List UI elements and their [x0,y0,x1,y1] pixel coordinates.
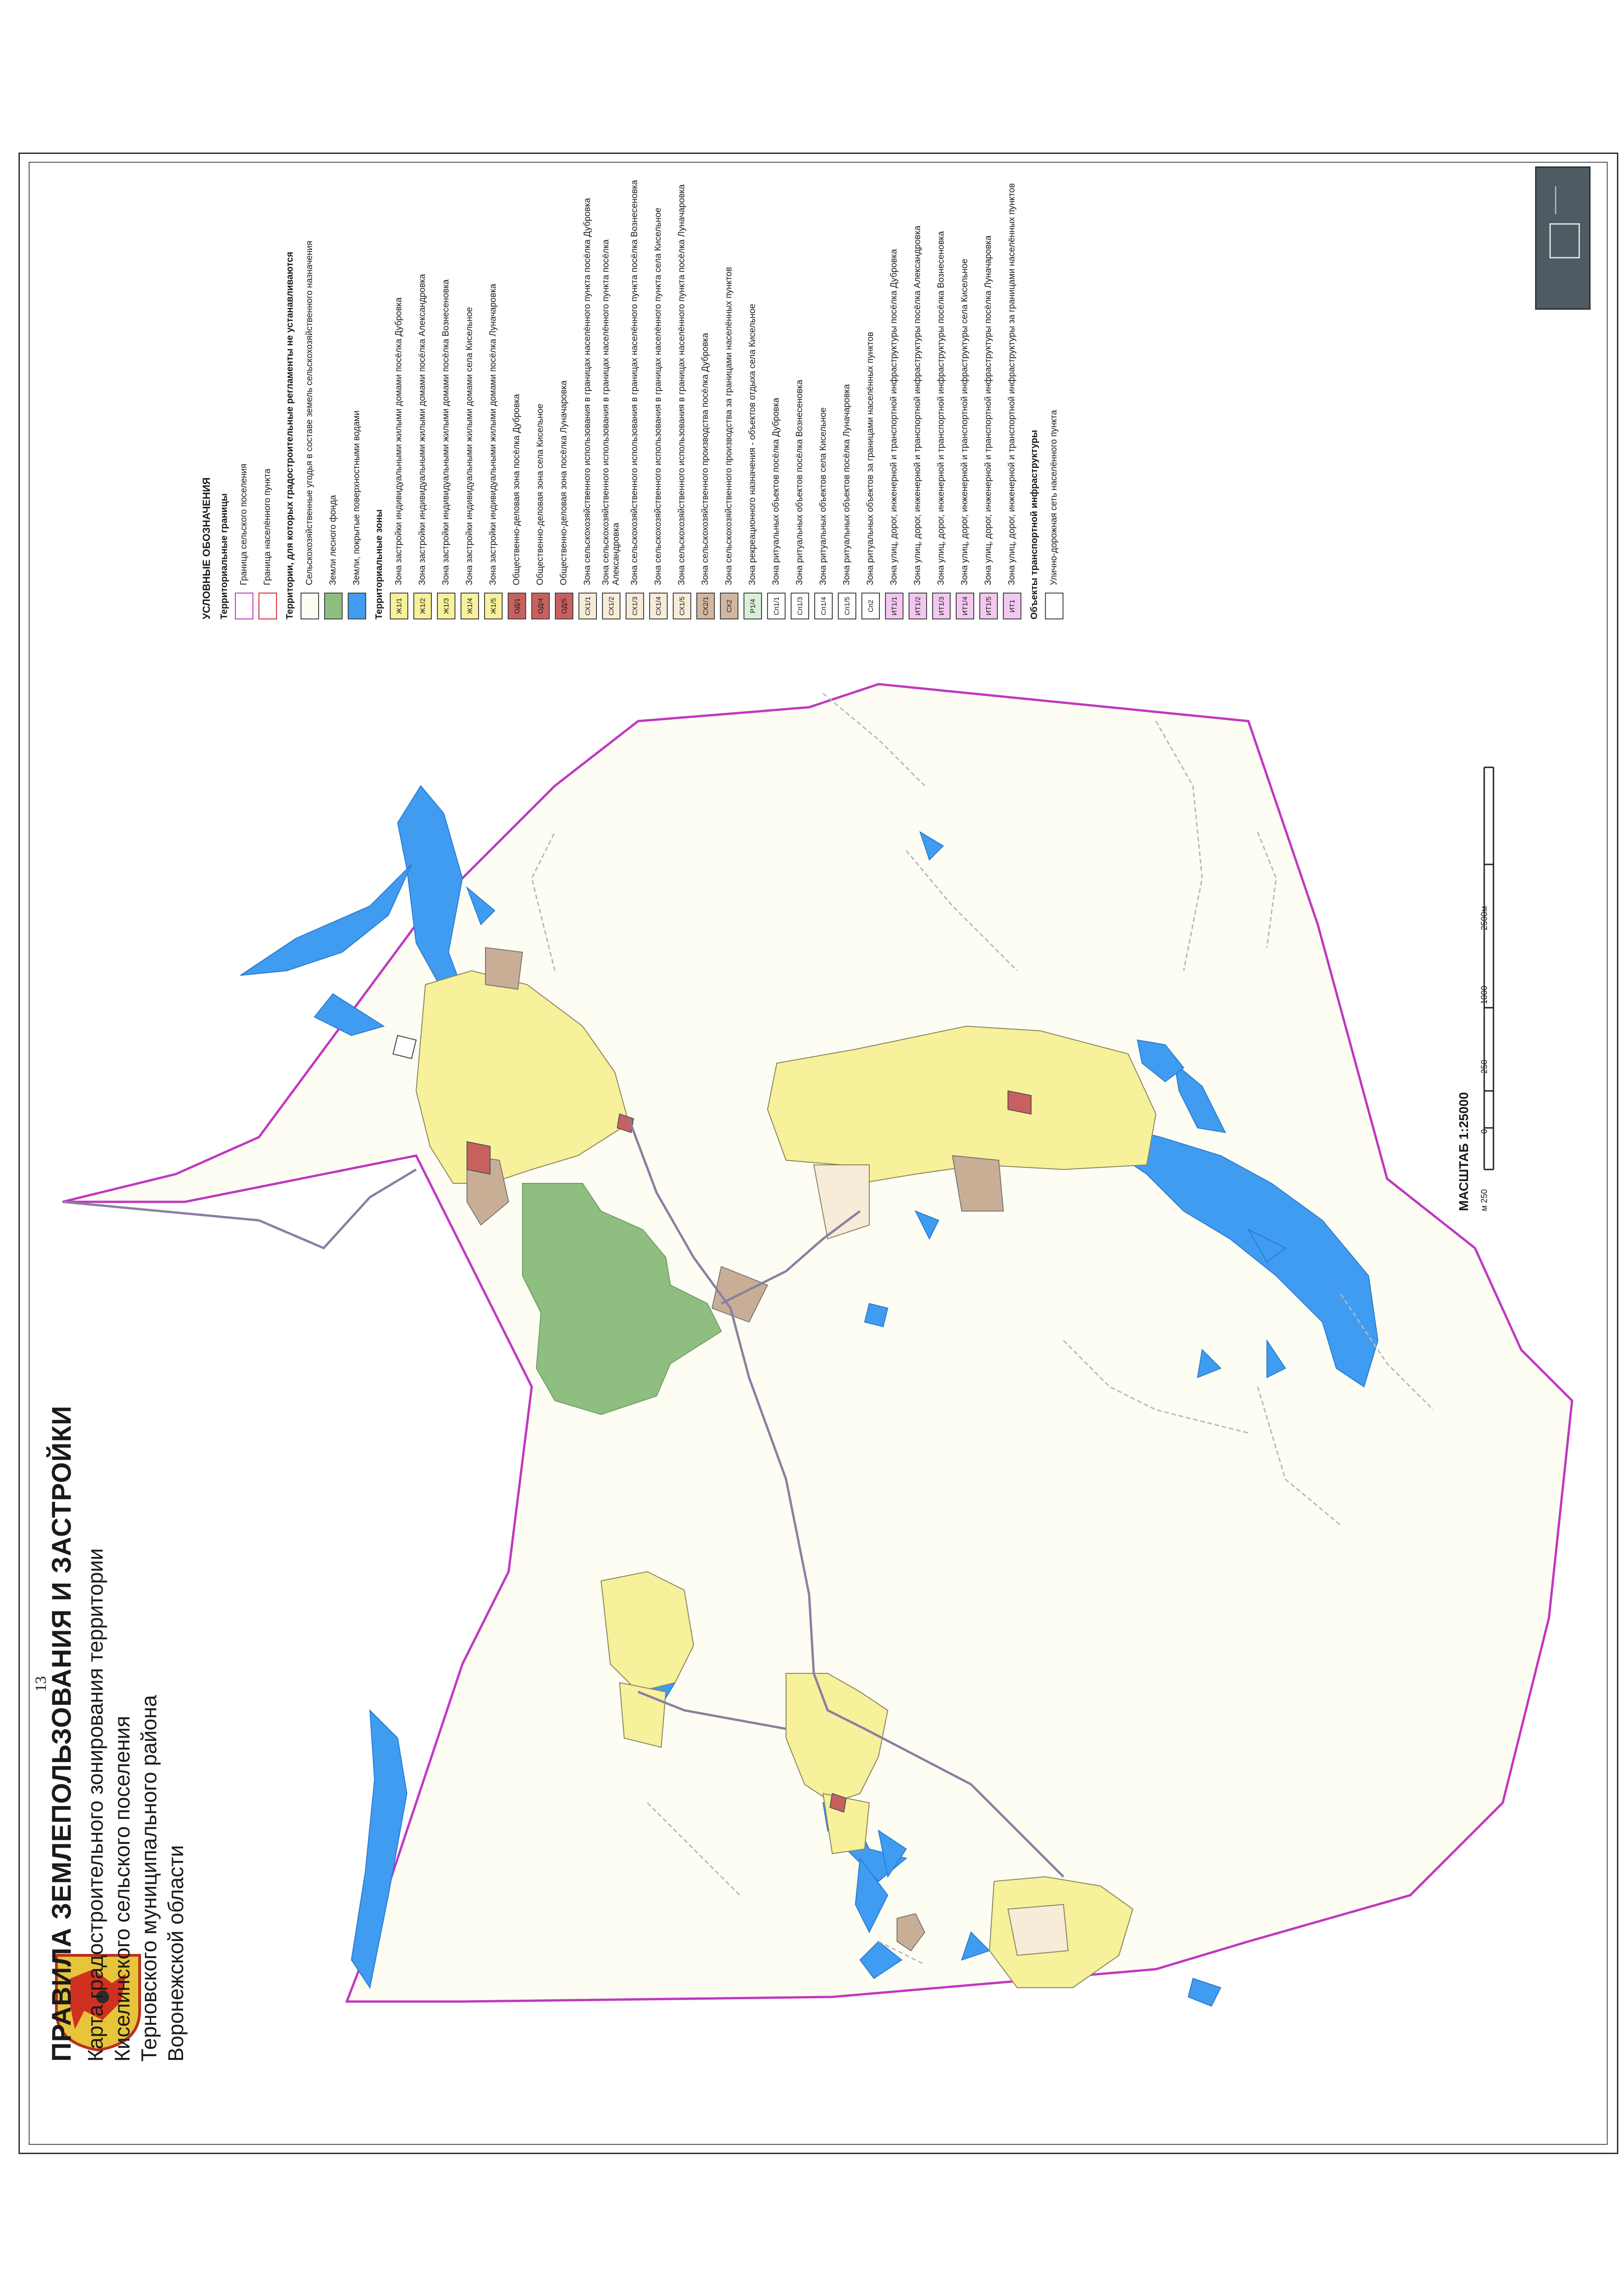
legend-item [860,176,881,619]
legend-swatch: СХ1/1 [578,593,597,619]
legend-item [412,176,433,619]
title-line-1: Карта градостроительного зонирования территории [83,1548,107,2062]
legend-label: Зона улиц, дорог, инженерной и транспортной инфраструктуры посёлка Александровка [913,226,922,585]
legend-label: Зона сельскохозяйственного использования в границах населённого пункта посёлка Вознесеновка [630,180,639,585]
legend-item [907,176,928,619]
legend-label: Зона улиц, дорог, инженерной и транспортной инфраструктуры посёлка Дубровка [889,249,899,585]
legend-swatch: ОД/4 [531,593,550,619]
legend-swatch: ОД/1 [508,593,526,619]
legend [194,176,1067,619]
stamp-emblem-icon [1549,223,1580,258]
legend-swatch: Сп1/5 [838,593,856,619]
legend-swatch: СХ1/4 [649,593,668,619]
stamp-text-lines [1555,186,1570,214]
page-number: 13 [32,1676,49,1692]
legend-swatch: Сп2 [861,593,880,619]
legend-label: Зона застройки индивидуальными жилыми домами посёлка Вознесеновка [441,279,451,585]
legend-item [624,176,645,619]
scale-tick-label: 250 [1480,1059,1489,1074]
legend-swatch [1045,593,1063,619]
legend-label: Зона сельскохозяйственного использования в границах населённого пункта посёлка Александровка [601,239,621,585]
legend-label: Земли лесного фонда [328,495,338,585]
legend-item [742,176,763,619]
legend-label: Зона улиц, дорог, инженерной и транспортной инфраструктуры посёлка Вознесеновка [936,231,946,585]
legend-swatch: СХ1/5 [673,593,691,619]
legend-label: Зона сельскохозяйственного использования в границах населённого пункта посёлка Луначаровка [677,184,687,585]
legend-item [436,176,457,619]
legend-swatch: ИТ1/3 [932,593,951,619]
legend-item [577,176,598,619]
legend-section-title: Территориальные границы [219,493,229,619]
legend-label: Зона сельскохозяйственного производства посёлка Дубровка [700,333,710,585]
title-line-3: Терновского муниципального района [137,1695,161,2062]
legend-swatch: Сп1/3 [791,593,809,619]
legend-label: Зона застройки индивидуальными жилыми домами посёлка Дубровка [394,297,404,585]
legend-label: Зона ритуальных объектов за границами населённых пунктов [866,331,875,585]
legend-item [506,176,528,619]
title-line-2: Киселинского сельского поселения [110,1715,134,2062]
legend-swatch [301,593,319,619]
legend-swatch: ИТ1/4 [956,593,974,619]
legend-section-title: Территориальные зоны [374,509,384,619]
legend-item [1001,176,1023,619]
legend-label: Общественно-деловая зона посёлка Дубровка [512,394,522,585]
legend-item [553,176,575,619]
legend-swatch: Ж1/2 [413,593,432,619]
legend-label: Зона ритуальных объектов посёлка Дубровка [771,398,781,585]
legend-swatch [258,593,277,619]
legend-swatch [235,593,253,619]
legend-item [719,176,740,619]
legend-label: Общественно-деловая зона села Кисельное [535,404,545,585]
legend-item [346,176,368,619]
legend-item [601,176,622,619]
legend-item [671,176,693,619]
legend-swatch: СХ2 [720,593,738,619]
legend-label: Зона застройки индивидуальными жилыми домами посёлка Александровка [418,274,427,585]
legend-swatch: Ж1/1 [390,593,408,619]
legend-swatch: СХ2/1 [696,593,715,619]
legend-item [884,176,905,619]
legend-swatch: ИТ1/5 [979,593,998,619]
legend-label: Граница сельского поселения [239,464,249,585]
legend-item [323,176,344,619]
scale-block [1456,749,1489,1211]
legend-swatch: Ж1/3 [437,593,455,619]
legend-swatch: ИТ1/1 [885,593,903,619]
title-block [46,1405,189,2062]
scale-label: МАСШТАБ 1:25000 [1456,1092,1471,1211]
scale-tick-label: 0 [1480,1129,1489,1134]
legend-label: Зона застройки индивидуальными жилыми домами посёлка Луначаровка [488,283,498,585]
legend-label: Зона сельскохозяйственного использования в границах населённого пункта села Кисельное [653,208,663,585]
registration-stamp [1535,166,1591,310]
legend-item [648,176,669,619]
legend-sections [219,176,1065,619]
legend-label: Сельскохозяйственные угодья в составе земель сельскохозяйственного назначения [305,240,314,585]
legend-label: Зона улиц, дорог, инженерной и транспортной инфраструктуры посёлка Луначаровка [983,235,993,585]
legend-section-title: Территории, для которых градостроительные регламенты не устанавливаются [285,251,295,619]
legend-swatch [324,593,343,619]
legend-label: Общественно-деловая зона посёлка Луначаровка [559,380,569,585]
legend-swatch: Сп1/4 [814,593,833,619]
legend-item [766,176,787,619]
title-line-4: Воронежской области [164,1845,188,2062]
legend-label: Зона ритуальных объектов села Кисельное [818,407,828,585]
legend-swatch [348,593,366,619]
legend-label: Зона сельскохозяйственного производства за границами населённых пунктов [724,267,734,585]
legend-label: Граница населённого пункта [263,468,272,585]
scale-ticks [1480,749,1489,1211]
legend-item [388,176,410,619]
legend-swatch: ОД/5 [555,593,573,619]
legend-item [257,176,278,619]
legend-item [459,176,480,619]
legend-swatch: Ж1/5 [484,593,503,619]
legend-item [233,176,255,619]
legend-label: Улично-дорожная сеть населённого пункта [1049,410,1059,585]
legend-item [813,176,834,619]
legend-label: Земли, покрытые поверхностными водами [352,410,362,585]
legend-item [483,176,504,619]
scale-tick-label: 2500м [1480,906,1489,931]
legend-label: Зона застройки индивидуальными жилыми домами села Кисельное [465,307,474,585]
legend-label: Зона ритуальных объектов посёлка Луначаровка [842,384,852,585]
legend-label: Зона улиц, дорог, инженерной и транспортной инфраструктуры за границами населённых пунктов [1007,183,1017,585]
legend-item [931,176,952,619]
legend-label: Зона рекреационного назначения - объектов отдыха села Кисельное [748,304,757,585]
legend-swatch: Сп1/1 [767,593,786,619]
legend-item [789,176,811,619]
legend-label: Зона улиц, дорог, инженерной и транспортной инфраструктуры села Кисельное [960,258,970,585]
legend-section-title: Объекты транспортной инфраструктуры [1029,430,1039,619]
legend-swatch: СХ1/2 [602,593,621,619]
legend-heading: УСЛОВНЫЕ ОБОЗНАЧЕНИЯ [201,477,212,619]
legend-swatch: СХ1/3 [626,593,644,619]
legend-label: Зона сельскохозяйственного использования в границах населённого пункта посёлка Дубровка [583,198,592,585]
legend-swatch: Ж1/4 [461,593,479,619]
legend-item [954,176,976,619]
legend-swatch: Р1/4 [743,593,762,619]
legend-swatch: ИТ1/2 [909,593,927,619]
map-title: ПРАВИЛА ЗЕМЛЕПОЛЬЗОВАНИЯ И ЗАСТРОЙКИ [47,1405,77,2062]
legend-swatch: ИТ1 [1003,593,1021,619]
legend-item [299,176,320,619]
legend-item [695,176,716,619]
legend-item [836,176,858,619]
legend-item [530,176,551,619]
scale-tick-label: м 250 [1480,1189,1489,1211]
legend-item [1044,176,1065,619]
legend-item [978,176,999,619]
legend-label: Зона ритуальных объектов посёлка Вознесеновка [795,380,805,585]
scale-tick-label: 1000 [1480,986,1489,1004]
